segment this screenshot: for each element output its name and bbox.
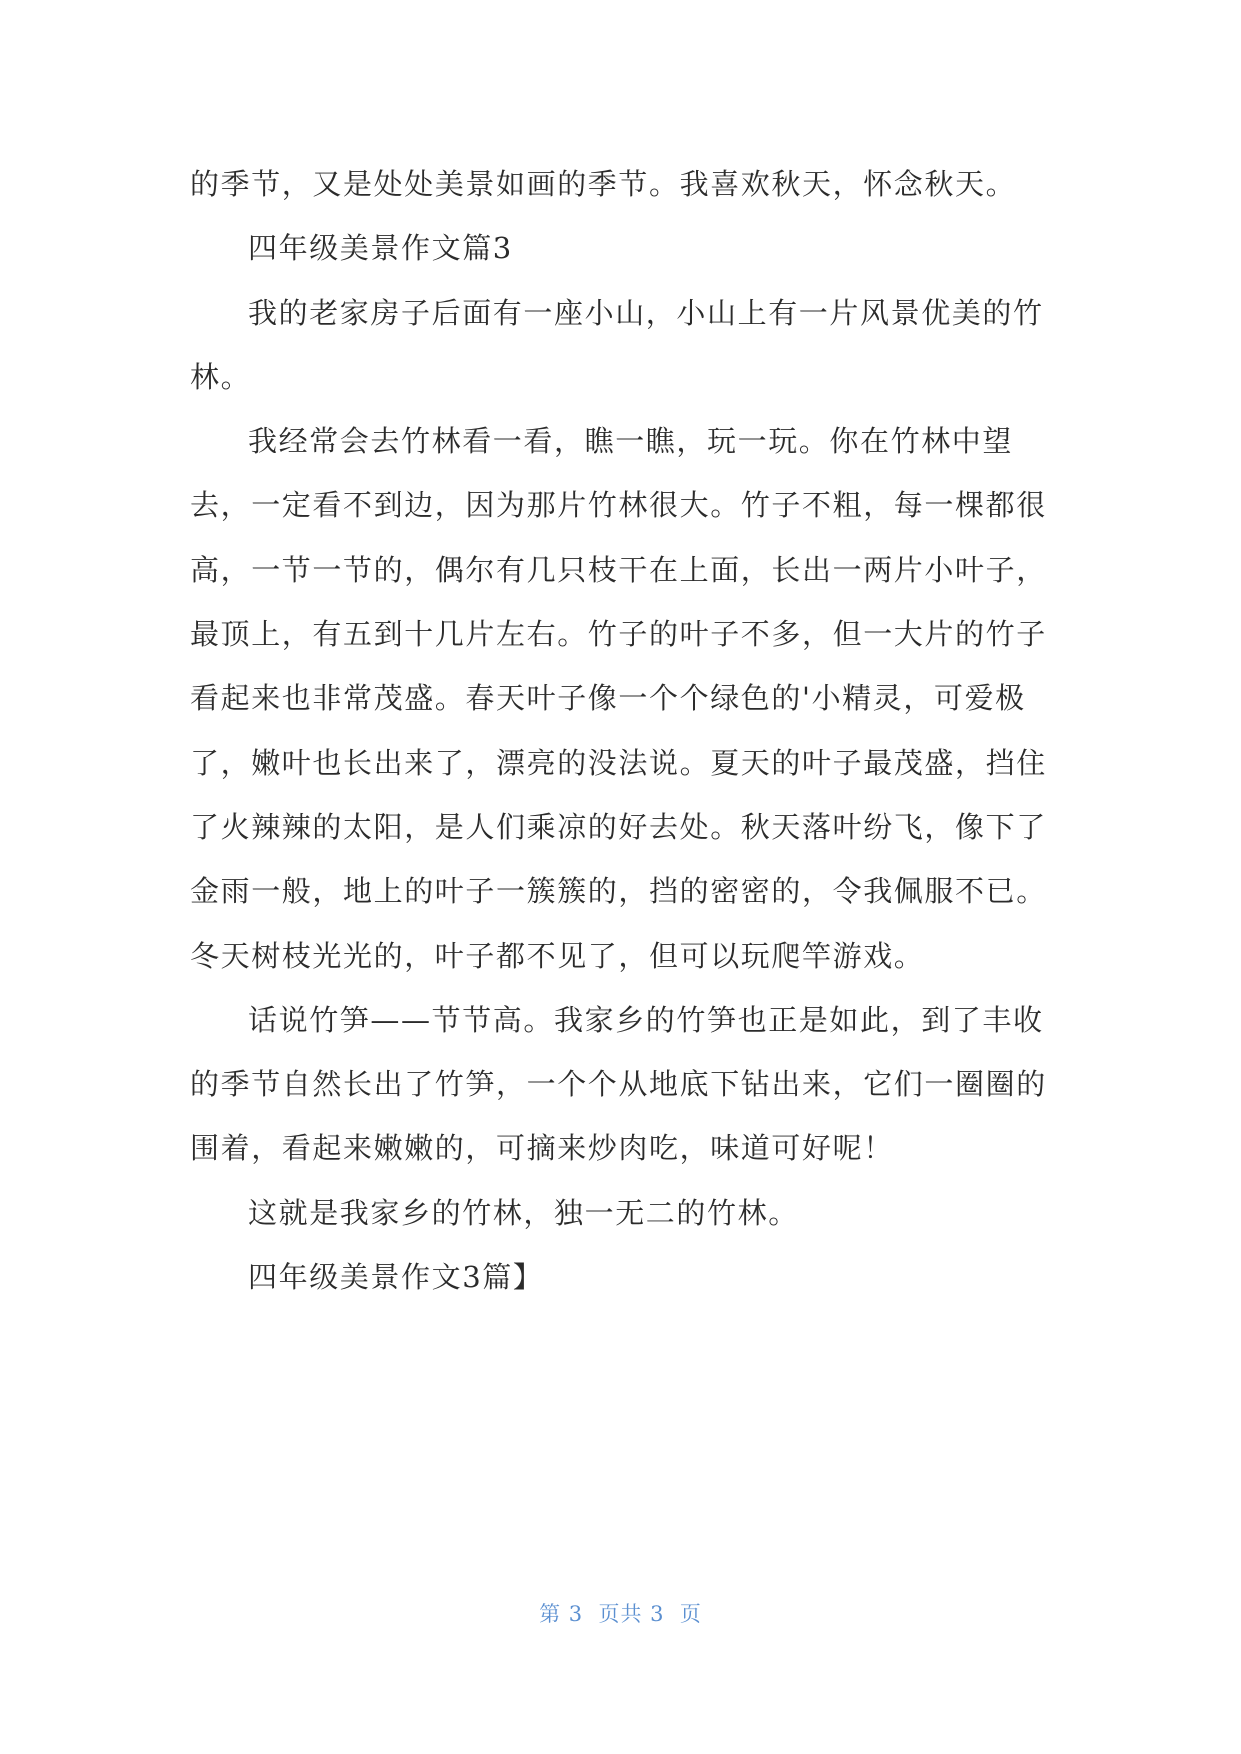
section-heading: 四年级美景作文篇3 [248, 231, 513, 266]
paragraph-3: 我经常会去竹林看一看，瞧一瞧，玩一玩。你在竹林中望去，一定看不到边，因为那片竹林很大。竹子不粗，每一棵都很高，一节一节的，偶尔有几只枝干在上面，长出一两片小叶子，最顶上，有五到十几片左右。竹子的叶子不多，但一大片的竹子看起来也非常茂盛。春天叶子像一个个绿色的'小精灵，可爱极了，嫩叶也长出来了，漂亮的没法说。夏天的叶子最茂盛，挡住了火辣辣的太阳，是人们乘凉的好去处。秋天落叶纷飞，像下了金雨一般，地上的叶子一簇簇的，挡的密密的，令我佩服不已。冬天树枝光光的，叶子都不见了，但可以玩爬竿游戏。 [190, 424, 1047, 973]
paragraph-4: 话说竹笋——节节高。我家乡的竹笋也正是如此，到了丰收的季节自然长出了竹笋，一个个从地底下钻出来，它们一圈圈的围着，看起来嫩嫩的，可摘来炒肉吃，味道可好呢！ [190, 1002, 1047, 1166]
paragraph-5: 这就是我家乡的竹林，独一无二的竹林。 [248, 1195, 799, 1230]
document-body [190, 152, 1062, 1309]
closing-heading: 四年级美景作文3篇】 [248, 1260, 544, 1295]
page-number-footer [0, 1598, 1241, 1628]
paragraph-1: 的季节，又是处处美景如画的季节。我喜欢秋天，怀念秋天。 [190, 167, 1017, 201]
paragraph-2: 我的老家房子后面有一座小山，小山上有一片风景优美的竹林。 [190, 295, 1044, 394]
page-number-label: 第 3 页共 3 页 [539, 1602, 702, 1626]
